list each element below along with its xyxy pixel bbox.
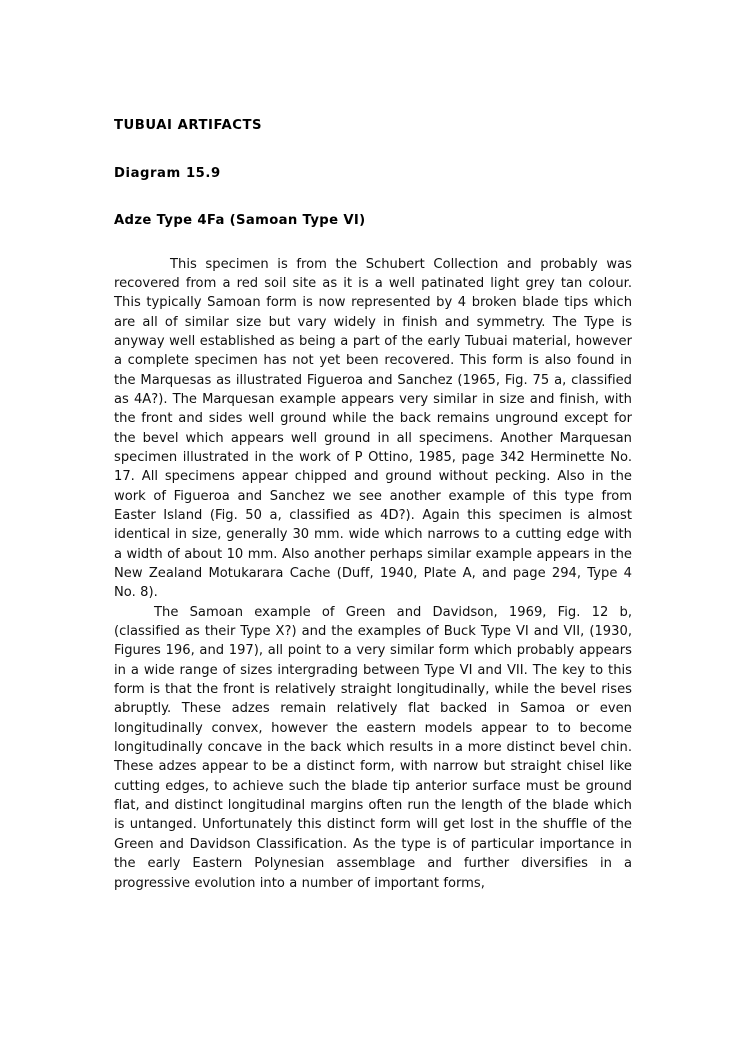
- diagram-label: Diagram 15.9: [114, 166, 221, 182]
- body-paragraph-1: This specimen is from the Schubert Collection and probably was recovered from a red soil site as it is a well patinated light grey tan colour. This typically Samoan form is now represented by 4 broken blade tips which are all of similar size but vary widely in finish and symmetry. The Type is anyway well established as being a part of the early Tubuai material, however a complete specimen has not yet been recovered. This form is also found in the Marquesas as illustrated Figueroa and Sanchez (1965, Fig. 75 a, classified as 4A?). The Marquesan example appears very similar in size and finish, with the front and sides well ground while the back remains unground except for the bevel which appears well ground in all specimens. Another Marquesan specimen illustrated in the work of P Ottino, 1985, page 342 Herminette No. 17. All specimens appear chipped and ground without pecking. Also in the work of Figueroa and Sanchez we see another example of this type from Easter Island (Fig. 50 a, classified as 4D?). Again this specimen is almost identical in size, generally 30 mm. wide which narrows to a cutting edge with a width of about 10 mm. Also another perhaps similar example appears in the New Zealand Motukarara Cache (Duff, 1940, Plate A, and page 294, Type 4 No. 8).: [114, 256, 632, 601]
- document-content: [114, 118, 632, 893]
- section-title-adze-type: Adze Type 4Fa (Samoan Type VI): [114, 213, 366, 229]
- document-header-title: TUBUAI ARTIFACTS: [114, 118, 263, 133]
- body-paragraph-2: The Samoan example of Green and Davidson, 1969, Fig. 12 b, (classified as their Type X?) and the examples of Buck Type VI and VII, (1930, Figures 196, and 197), all point to a very similar form which probably appears in a wide range of sizes intergrading between Type VI and VII. The key to this form is that the front is relatively straight longitudinally, while the bevel rises abruptly. These adzes remain relatively flat backed in Samoa or even longitudinally convex, however the eastern models appear to to become longitudinally concave in the back which results in a more distinct bevel chin. These adzes appear to be a distinct form, with narrow but straight chisel like cutting edges, to achieve such the blade tip anterior surface must be ground flat, and distinct longitudinal margins often run the length of the blade which is untanged. Unfortunately this distinct form will get lost in the shuffle of the Green and Davidson Classification. As the type is of particular importance in the early Eastern Polynesian assemblage and further diversifies in a progressive evolution into a number of important forms,: [114, 604, 632, 891]
